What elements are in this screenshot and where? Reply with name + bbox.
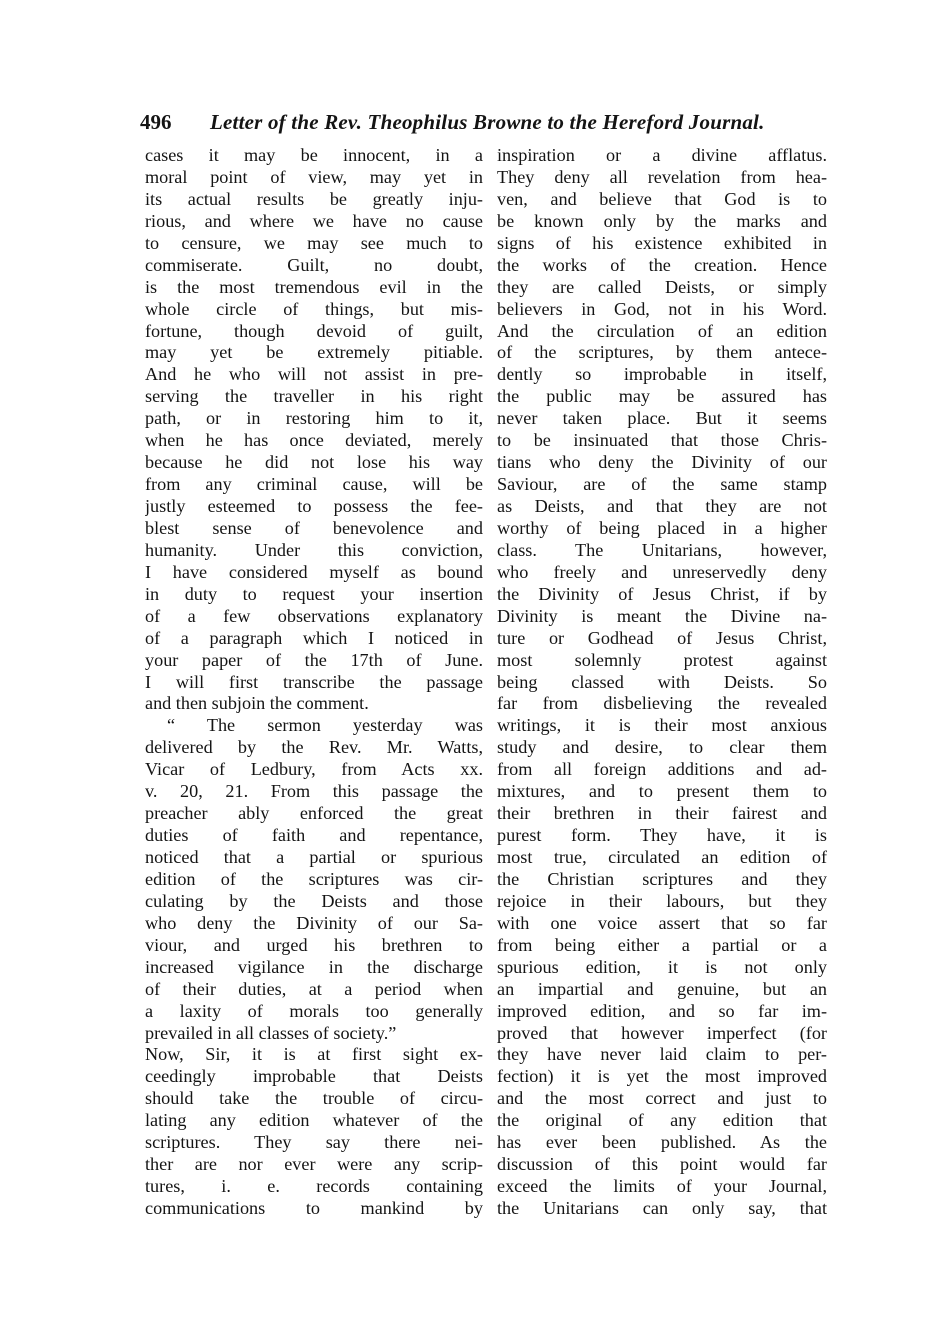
text-line: dently so improbable in itself, <box>497 364 827 385</box>
text-line: fortune, though devoid of guilt, <box>145 320 483 341</box>
text-line: and then subjoin the comment. <box>145 693 369 714</box>
text-line: they have never laid claim to per- <box>497 1044 827 1065</box>
text-line: may yet be extremely pitiable. <box>145 342 483 363</box>
right-text-column <box>497 145 827 1220</box>
text-line: I have considered myself as bound <box>145 561 483 582</box>
text-line: fection) it is yet the most improved <box>497 1066 827 1087</box>
text-line: viour, and urged his brethren to <box>145 934 483 955</box>
text-line: improved edition, and so far im- <box>497 1000 827 1021</box>
text-line: from being either a partial or a <box>497 934 827 955</box>
text-line: lating any edition whatever of the <box>145 1110 483 1131</box>
text-line: communications to mankind by <box>145 1198 483 1218</box>
text-line: from all foreign additions and ad- <box>497 759 827 780</box>
text-line: And he who will not assist in pre- <box>145 364 483 385</box>
text-line: of a paragraph which I noticed in <box>145 627 483 648</box>
text-line: who deny the Divinity of our Sa- <box>145 912 483 933</box>
text-line: rious, and where we have no cause <box>145 210 483 231</box>
text-line: tians who deny the Divinity of our <box>497 452 827 473</box>
text-line: ture or Godhead of Jesus Christ, <box>497 627 827 648</box>
text-line: and the most correct and just to <box>497 1088 827 1109</box>
text-line: culating by the Deists and those <box>145 890 483 911</box>
text-line: of a few observations explanatory <box>145 605 483 626</box>
text-line: its actual results be greatly inju- <box>145 188 483 209</box>
text-line: the Unitarians can only say, that <box>497 1198 827 1218</box>
text-line: inspiration or a divine afflatus. <box>497 145 827 165</box>
text-line: the Christian scriptures and they <box>497 868 827 889</box>
text-line: with one voice assert that so far <box>497 912 827 933</box>
text-line: prevailed in all classes of society.” <box>145 1022 397 1043</box>
text-line: has ever been published. As the <box>497 1132 827 1153</box>
text-line: And the circulation of an edition <box>497 320 827 341</box>
text-line: proved that however imperfect (for <box>497 1022 827 1043</box>
text-line: scriptures. They say there nei- <box>145 1132 483 1153</box>
page-header <box>140 106 840 138</box>
text-line: to be insinuated that those Chris- <box>497 430 827 451</box>
text-line: ven, and believe that God is to <box>497 188 827 209</box>
text-line: their brethren in their fairest and <box>497 803 827 824</box>
text-line: Now, Sir, it is at first sight ex- <box>145 1044 483 1065</box>
text-line: path, or in restoring him to it, <box>145 408 483 429</box>
text-line: spurious edition, it is not only <box>497 956 827 977</box>
text-line: delivered by the Rev. Mr. Watts, <box>145 737 483 758</box>
text-line: ceedingly improbable that Deists <box>145 1066 483 1087</box>
text-line: ther are nor ever were any scrip- <box>145 1154 483 1175</box>
text-line: justly esteemed to possess the fee- <box>145 496 483 516</box>
text-line: should take the trouble of circu- <box>145 1088 483 1109</box>
text-line: blest sense of benevolence and <box>145 517 483 538</box>
running-title: Letter of the Rev. Theophilus Browne to the Hereford Journal. <box>210 110 765 134</box>
text-line: preacher ably enforced the great <box>145 803 483 824</box>
text-line: never taken place. But it seems <box>497 408 827 429</box>
text-line: a laxity of morals too generally <box>145 1000 483 1021</box>
text-line: v. 20, 21. From this passage the <box>145 781 483 802</box>
text-line: Saviour, are of the same stamp <box>497 474 827 495</box>
text-line: moral point of view, may yet in <box>145 166 483 187</box>
text-line: of their duties, at a period when <box>145 978 483 999</box>
text-line: in duty to request your insertion <box>145 583 483 604</box>
text-line: duties of faith and repentance, <box>145 825 483 846</box>
text-line: an impartial and genuine, but an <box>497 978 827 999</box>
text-line: increased vigilance in the discharge <box>145 956 483 977</box>
page-number: 496 <box>140 110 172 134</box>
text-line: commiserate. Guilt, no doubt, <box>145 254 483 275</box>
text-line: edition of the scriptures was cir- <box>145 868 483 889</box>
text-line: tures, i. e. records containing <box>145 1176 483 1197</box>
text-line: believers in God, not in his Word. <box>497 298 827 319</box>
text-line: be known only by the marks and <box>497 210 827 231</box>
text-line: humanity. Under this conviction, <box>145 539 483 560</box>
text-line: cases it may be innocent, in a <box>145 145 483 165</box>
text-line: serving the traveller in his right <box>145 386 483 407</box>
text-line: whole circle of things, but mis- <box>145 298 483 319</box>
text-line: signs of his existence exhibited in <box>497 232 827 253</box>
text-line: worthy of being placed in a higher <box>497 517 827 538</box>
text-line: most solemnly protest against <box>497 649 827 670</box>
text-line: Vicar of Ledbury, from Acts xx. <box>145 759 483 780</box>
text-line: far from disbelieving the revealed <box>497 693 827 714</box>
text-line: purest form. They have, it is <box>497 825 827 846</box>
text-line: exceed the limits of your Journal, <box>497 1176 827 1197</box>
text-line: from any criminal cause, will be <box>145 474 483 495</box>
text-line: the original of any edition that <box>497 1110 827 1131</box>
text-line: the Divinity of Jesus Christ, if by <box>497 583 827 604</box>
text-line: because he did not lose his way <box>145 452 483 473</box>
text-line: being classed with Deists. So <box>497 671 827 692</box>
text-line: rejoice in their labours, but they <box>497 890 827 911</box>
text-line: to censure, we may see much to <box>145 232 483 253</box>
text-line: study and desire, to clear them <box>497 737 827 758</box>
text-line: they are called Deists, or simply <box>497 276 827 297</box>
text-line: I will first transcribe the passage <box>145 671 483 692</box>
text-line: writings, it is their most anxious <box>497 715 827 736</box>
text-line: “ The sermon yesterday was <box>167 715 483 736</box>
text-line: most true, circulated an edition of <box>497 847 827 867</box>
text-line: the works of the creation. Hence <box>497 254 827 275</box>
text-line: Divinity is meant the Divine na- <box>497 605 827 626</box>
text-line: the public may be assured has <box>497 386 827 407</box>
text-line: noticed that a partial or spurious <box>145 847 483 867</box>
text-line: is the most tremendous evil in the <box>145 276 483 297</box>
text-line: of the scriptures, by them antece- <box>497 342 827 363</box>
left-text-column <box>145 145 483 1220</box>
text-line: class. The Unitarians, however, <box>497 539 827 560</box>
text-line: discussion of this point would far <box>497 1154 827 1175</box>
text-line: when he has once deviated, merely <box>145 430 483 451</box>
text-line: who freely and unreservedly deny <box>497 561 827 582</box>
text-line: your paper of the 17th of June. <box>145 649 483 670</box>
text-line: mixtures, and to present them to <box>497 781 827 802</box>
text-line: as Deists, and that they are not <box>497 496 827 516</box>
text-line: They deny all revelation from hea- <box>497 166 827 187</box>
